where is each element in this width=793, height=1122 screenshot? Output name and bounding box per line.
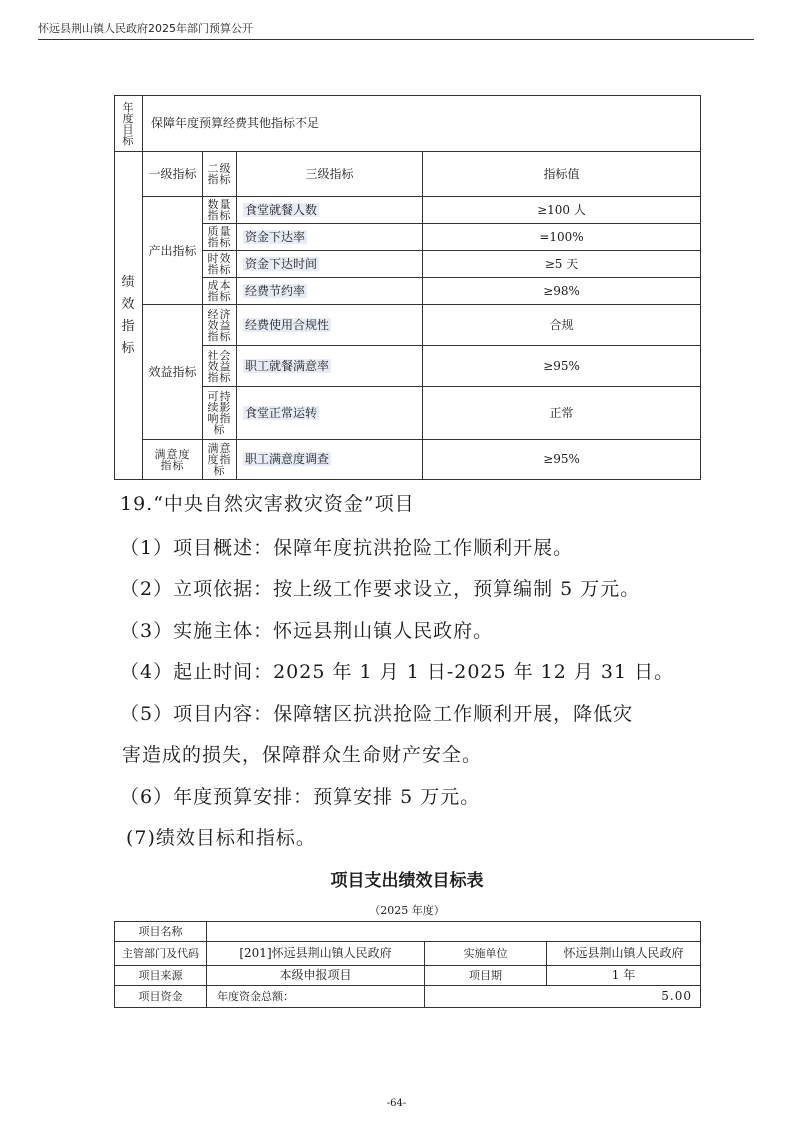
dept-label: 主管部门及代码 bbox=[115, 942, 207, 966]
col-header-level1: 一级指标 bbox=[143, 152, 203, 197]
table2-year: （2025 年度） bbox=[369, 904, 445, 917]
level3-staff-survey: 职工满意度调查 bbox=[245, 452, 330, 466]
performance-table bbox=[114, 95, 701, 480]
value-diners: ≥100 人 bbox=[423, 197, 701, 224]
col-header-value: 指标值 bbox=[423, 152, 701, 197]
value-compliance: 合规 bbox=[423, 305, 701, 346]
level2-social: 社会效益指标 bbox=[203, 346, 237, 387]
level2-timeliness: 时效指标 bbox=[203, 251, 237, 278]
annual-goal-text: 保障年度预算经费其他指标不足 bbox=[143, 96, 701, 152]
level3-saving-rate: 经费节约率 bbox=[245, 283, 306, 298]
value-fund-time: ≥5 天 bbox=[423, 251, 701, 278]
funds-value: 5.00 bbox=[425, 986, 701, 1008]
level3-diners: 食堂就餐人数 bbox=[245, 202, 318, 217]
level3-canteen-operation: 食堂正常运转 bbox=[245, 405, 318, 420]
page-number: -64- bbox=[386, 1098, 407, 1109]
para-overview: （1）项目概述：保障年度抗洪抢险工作顺利开展。 bbox=[120, 537, 574, 559]
level3-dining-satisfaction: 职工就餐满意率 bbox=[245, 358, 330, 373]
level3-compliance: 经费使用合规性 bbox=[245, 317, 330, 332]
para-content-line1: （5）项目内容：保障辖区抗洪抢险工作顺利开展，降低灾 bbox=[120, 703, 634, 725]
project-info-table bbox=[114, 921, 701, 1008]
para-content-line2: 害造成的损失，保障群众生命财产安全。 bbox=[122, 744, 483, 766]
level3-fund-time: 资金下达时间 bbox=[245, 256, 318, 271]
level2-economic: 经济效益指标 bbox=[203, 305, 237, 346]
page-header bbox=[38, 18, 754, 40]
level2-quantity: 数量指标 bbox=[203, 197, 237, 224]
source-value: 本级申报项目 bbox=[207, 966, 425, 986]
section-heading: 19.“中央自然灾害救灾资金”项目 bbox=[120, 493, 415, 515]
value-staff-survey: ≥95% bbox=[423, 440, 701, 480]
funds-label: 项目资金 bbox=[115, 986, 207, 1008]
group-satisfaction: 满意度指标 bbox=[143, 440, 203, 480]
period-label: 项目期 bbox=[425, 966, 547, 986]
para-implementer: （3）实施主体：怀远县荆山镇人民政府。 bbox=[120, 620, 494, 642]
period-value: 1 年 bbox=[547, 966, 701, 986]
source-label: 项目来源 bbox=[115, 966, 207, 986]
col-header-level2: 二级指标 bbox=[203, 152, 237, 197]
level2-quality: 质量指标 bbox=[203, 224, 237, 251]
performance-indicators-label: 绩效指标 bbox=[115, 152, 143, 480]
col-header-level3: 三级指标 bbox=[237, 152, 423, 197]
group-benefit: 效益指标 bbox=[143, 305, 203, 440]
para-targets: (7)绩效目标和指标。 bbox=[126, 827, 316, 849]
value-canteen-operation: 正常 bbox=[423, 387, 701, 440]
header-title: 怀远县荆山镇人民政府2025年部门预算公开 bbox=[38, 22, 253, 35]
project-name-label: 项目名称 bbox=[115, 922, 207, 942]
level3-fund-rate: 资金下达率 bbox=[245, 229, 306, 244]
impl-value: 怀远县荆山镇人民政府 bbox=[547, 942, 701, 966]
para-period: （4）起止时间：2025 年 1 月 1 日-2025 年 12 月 31 日。 bbox=[120, 661, 675, 683]
value-saving-rate: ≥98% bbox=[423, 278, 701, 305]
level2-satisfaction: 满意度指标 bbox=[203, 440, 237, 480]
level2-sustainable: 可持续影响指标 bbox=[203, 387, 237, 440]
annual-goal-label: 年度目标 bbox=[115, 96, 143, 152]
project-name-value bbox=[207, 922, 701, 942]
value-fund-rate: =100% bbox=[423, 224, 701, 251]
impl-label: 实施单位 bbox=[425, 942, 547, 966]
group-output: 产出指标 bbox=[143, 197, 203, 305]
level2-cost: 成本指标 bbox=[203, 278, 237, 305]
table2-caption: 项目支出绩效目标表 bbox=[330, 871, 484, 891]
para-basis: （2）立项依据：按上级工作要求设立，预算编制 5 万元。 bbox=[120, 578, 641, 600]
funds-sub-label: 年度资金总额： bbox=[207, 986, 425, 1008]
dept-value: [201]怀远县荆山镇人民政府 bbox=[207, 942, 425, 966]
para-budget: （6）年度预算安排：预算安排 5 万元。 bbox=[120, 786, 481, 808]
value-dining-satisfaction: ≥95% bbox=[423, 346, 701, 387]
